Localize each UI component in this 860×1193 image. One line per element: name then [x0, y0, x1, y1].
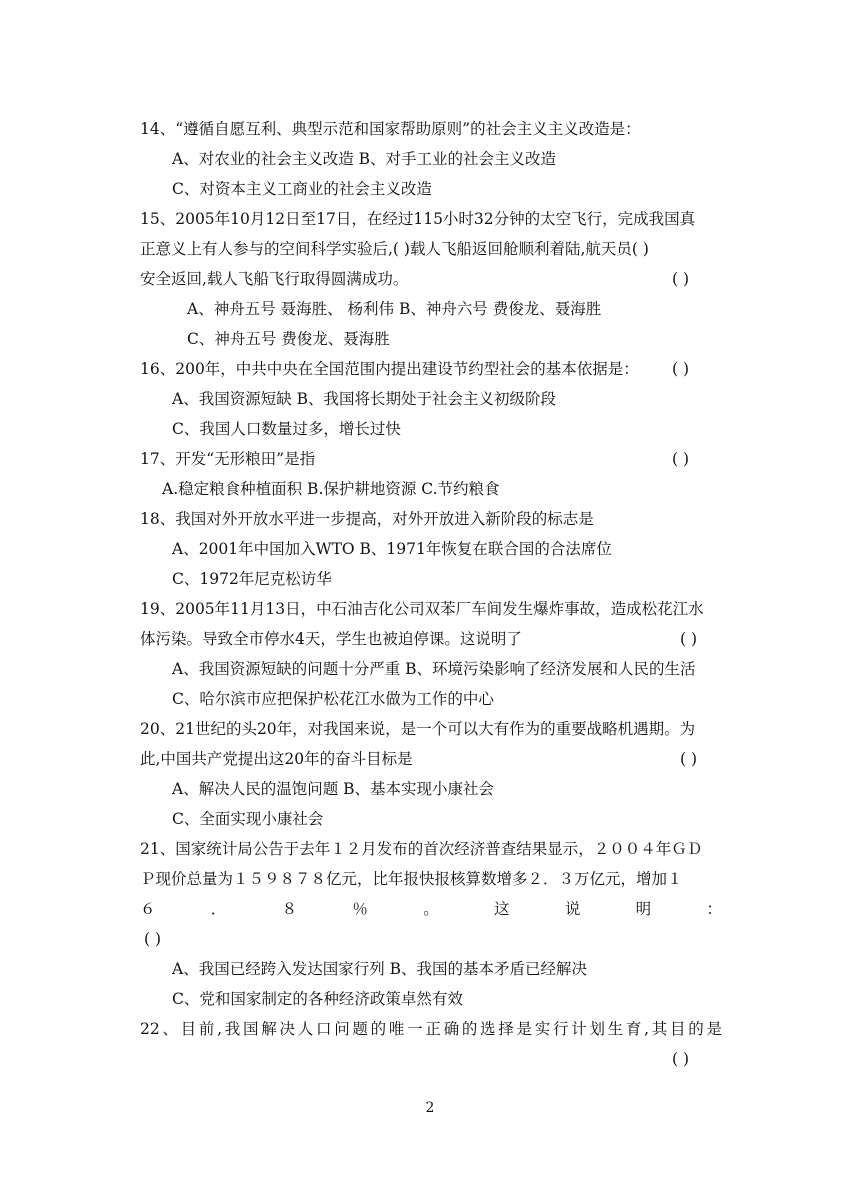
q15-stem-line3: 安全返回,载人飞船飞行取得圆满成功。: [140, 270, 409, 288]
q20-options-ab: A、解决人民的温饱问题 B、基本实现小康社会: [172, 780, 495, 798]
q19-stem-line2: 体污染。导致全市停水4天，学生也被迫停课。这说明了: [140, 630, 522, 648]
q21-options-ab: A、我国已经跨入发达国家行列 B、我国的基本矛盾已经解决: [172, 960, 588, 978]
q18-stem: 18、我国对外开放水平进一步提高，对外开放进入新阶段的标志是: [140, 510, 594, 528]
q15-options-ab: A、神舟五号 聂海胜、 杨利伟 B、神舟六号 费俊龙、聂海胜: [187, 300, 602, 318]
q16-option-c: C、我国人口数量过多，增长过快: [172, 420, 401, 438]
page-number: 2: [425, 1100, 435, 1116]
q21-stem-line2: Ｐ现价总量为１５９８７８亿元，比年报快报核算数增多２．３万亿元，增加１: [140, 870, 683, 888]
q19-stem-line1: 19、2005年11月13日，中石油吉化公司双苯厂车间发生爆炸事故，造成松花江水: [140, 600, 704, 618]
q21-answer-blank: ( ): [144, 930, 162, 948]
q15-answer-blank: ( ): [672, 270, 690, 288]
q16-answer-blank: ( ): [672, 360, 690, 378]
q15-stem-line1: 15、2005年10月12日至17日，在经过115小时32分钟的太空飞行，完成我国真: [140, 210, 696, 228]
q21-option-c: C、党和国家制定的各种经济政策卓然有效: [172, 990, 463, 1008]
q16-options-ab: A、我国资源短缺 B、我国将长期处于社会主义初级阶段: [172, 390, 557, 408]
q21-stem-line3: ６．８％。这说明：: [140, 900, 722, 918]
q20-stem-line2: 此,中国共产党提出这20年的奋斗目标是: [140, 750, 413, 768]
q22-stem: 22、目前,我国解决人口问题的唯一正确的选择是实行计划生育,其目的是: [140, 1020, 722, 1038]
q14-option-c: C、对资本主义工商业的社会主义改造: [172, 180, 432, 198]
q19-answer-blank: ( ): [680, 630, 698, 648]
q20-answer-blank: ( ): [680, 750, 698, 768]
q14-stem: 14、“遵循自愿互利、典型示范和国家帮助原则”的社会主义主义改造是：: [140, 120, 641, 138]
q15-option-c: C、神舟五号 费俊龙、聂海胜: [187, 330, 390, 348]
q17-answer-blank: ( ): [672, 450, 690, 468]
q17-options: A.稳定粮食种植面积 B.保护耕地资源 C.节约粮食: [162, 480, 500, 498]
q16-stem: 16、200年，中共中央在全国范围内提出建设节约型社会的基本依据是：: [140, 360, 639, 378]
q19-option-c: C、哈尔滨市应把保护松花江水做为工作的中心: [172, 690, 494, 708]
q19-options-ab: A、我国资源短缺的问题十分严重 B、环境污染影响了经济发展和人民的生活: [172, 660, 696, 678]
q15-stem-line2: 正意义上有人参与的空间科学实验后,( )载人飞船返回舱顺利着陆,航天员( ): [140, 240, 649, 258]
q20-stem-line1: 20、21世纪的头20年，对我国来说，是一个可以大有作为的重要战略机遇期。为: [140, 720, 696, 738]
q18-options-ab: A、2001年中国加入WTO B、1971年恢复在联合国的合法席位: [172, 540, 612, 558]
q20-option-c: C、全面实现小康社会: [172, 810, 324, 828]
q18-option-c: C、1972年尼克松访华: [172, 570, 332, 588]
q21-stem-line1: 21、国家统计局公告于去年１２月发布的首次经济普查结果显示，２００４年ＧＤ: [140, 840, 703, 858]
q22-answer-blank: ( ): [672, 1050, 690, 1068]
q14-options-ab: A、对农业的社会主义改造 B、对手工业的社会主义改造: [172, 150, 557, 168]
q17-stem: 17、开发“无形粮田”是指: [140, 450, 316, 468]
